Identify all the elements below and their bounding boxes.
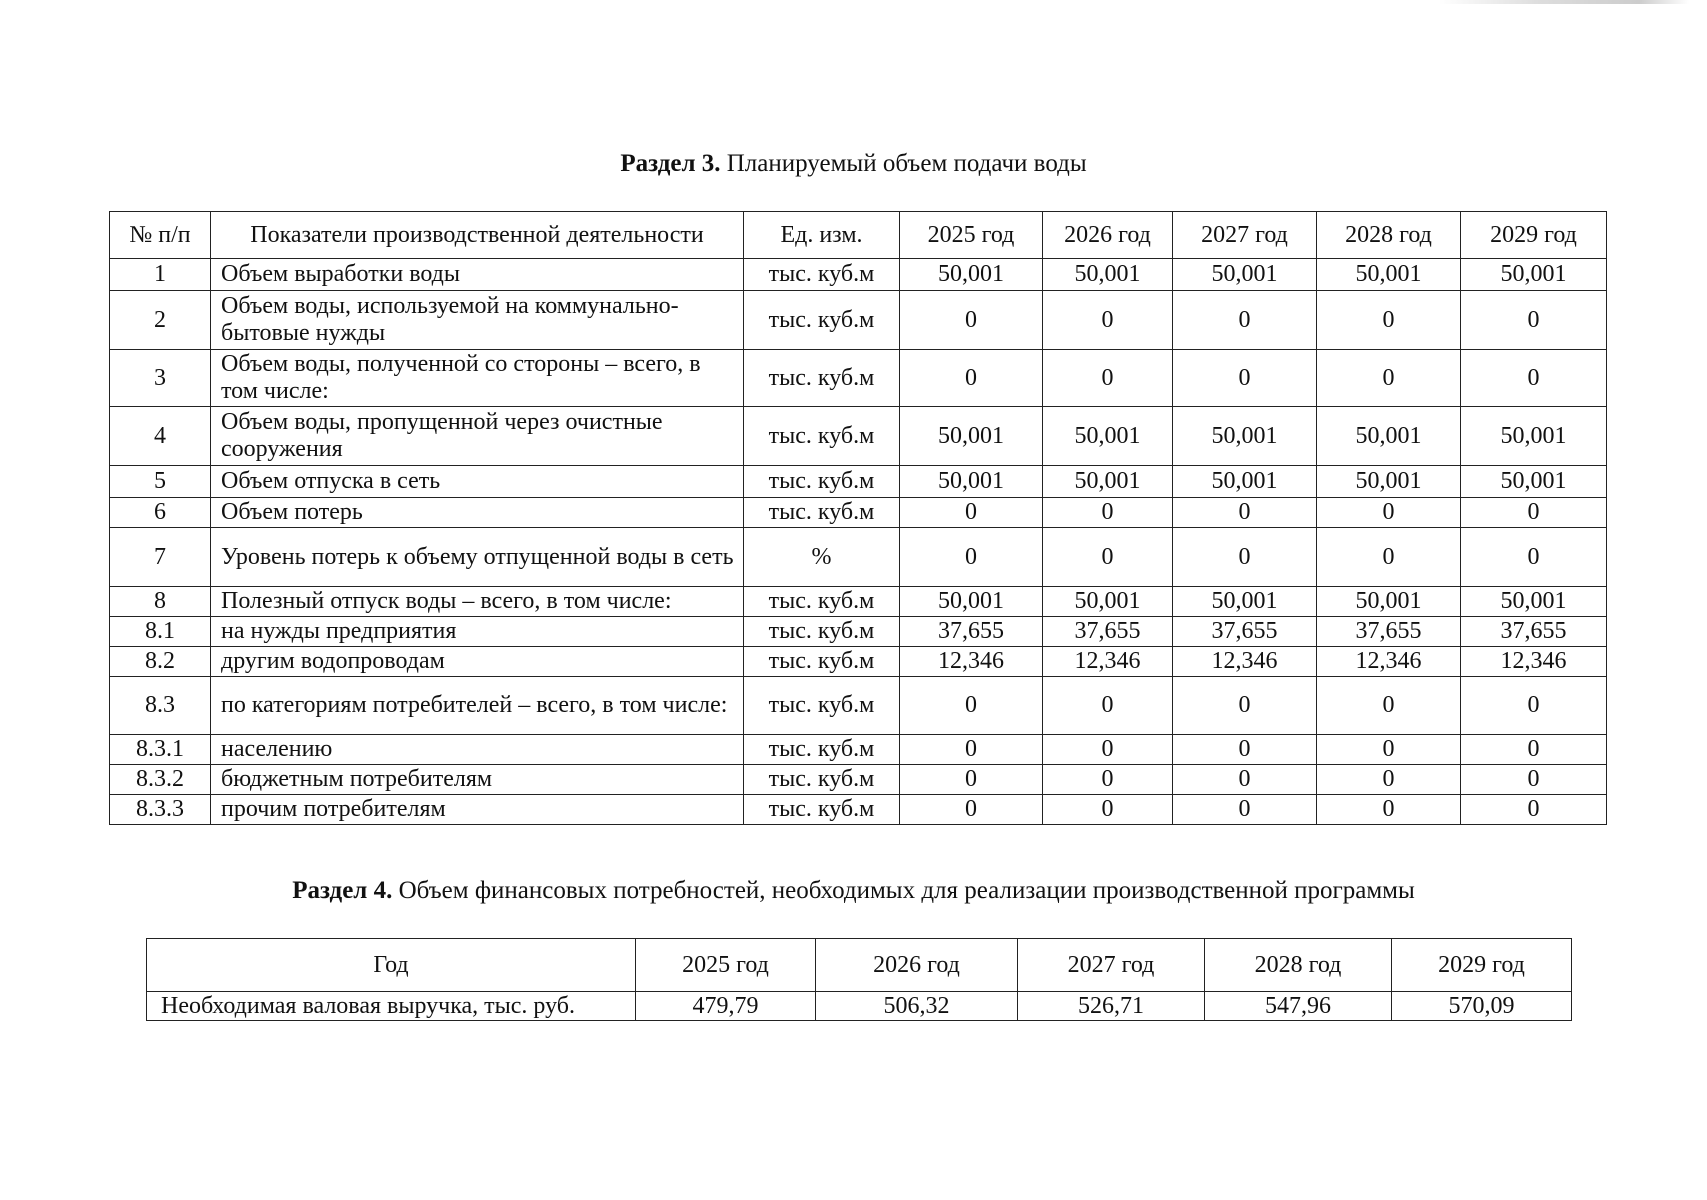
row-indicator: Полезный отпуск воды – всего, в том числе:	[211, 587, 744, 617]
value-2029: 50,001	[1461, 407, 1607, 466]
value-2028: 0	[1317, 498, 1461, 528]
value-2026: 0	[1043, 528, 1173, 587]
row-number: 8	[110, 587, 211, 617]
value-2026: 0	[1043, 498, 1173, 528]
value-2029: 37,655	[1461, 617, 1607, 647]
value-2026: 12,346	[1043, 647, 1173, 677]
value-2025: 0	[900, 528, 1043, 587]
row-unit: %	[744, 528, 900, 587]
financial-needs-table	[146, 938, 1572, 1021]
header-year: Год	[147, 939, 636, 992]
value-2026: 0	[1043, 291, 1173, 350]
row-indicator: прочим потребителям	[211, 795, 744, 825]
row-indicator: Объем воды, пропущенной через очистные сооружения	[211, 407, 744, 466]
value-2029: 570,09	[1392, 992, 1572, 1021]
row-unit: тыс. куб.м	[744, 617, 900, 647]
value-2027: 0	[1173, 291, 1317, 350]
value-2028: 0	[1317, 350, 1461, 407]
section4-heading	[0, 876, 1707, 906]
row-unit: тыс. куб.м	[744, 350, 900, 407]
row-number: 6	[110, 498, 211, 528]
value-2027: 0	[1173, 528, 1317, 587]
row-unit: тыс. куб.м	[744, 765, 900, 795]
row-number: 8.3.2	[110, 765, 211, 795]
value-2028: 547,96	[1205, 992, 1392, 1021]
value-2028: 0	[1317, 291, 1461, 350]
row-number: 7	[110, 528, 211, 587]
row-unit: тыс. куб.м	[744, 795, 900, 825]
header-2029: 2029 год	[1392, 939, 1572, 992]
value-2025: 50,001	[900, 407, 1043, 466]
value-2026: 50,001	[1043, 407, 1173, 466]
row-unit: тыс. куб.м	[744, 677, 900, 735]
value-2025: 0	[900, 677, 1043, 735]
header-2029: 2029 год	[1461, 212, 1607, 259]
value-2027: 526,71	[1018, 992, 1205, 1021]
value-2026: 506,32	[816, 992, 1018, 1021]
row-indicator: другим водопроводам	[211, 647, 744, 677]
row-indicator: бюджетным потребителям	[211, 765, 744, 795]
value-2025: 37,655	[900, 617, 1043, 647]
section3-title-text: Планируемый объем подачи воды	[720, 150, 1087, 177]
table-row	[110, 528, 1607, 587]
value-2028: 0	[1317, 735, 1461, 765]
value-2029: 0	[1461, 677, 1607, 735]
table-row	[110, 350, 1607, 407]
value-2028: 0	[1317, 795, 1461, 825]
value-2029: 0	[1461, 498, 1607, 528]
row-number: 4	[110, 407, 211, 466]
value-2026: 50,001	[1043, 259, 1173, 291]
row-unit: тыс. куб.м	[744, 498, 900, 528]
value-2029: 0	[1461, 735, 1607, 765]
value-2025: 0	[900, 765, 1043, 795]
value-2028: 12,346	[1317, 647, 1461, 677]
row-unit: тыс. куб.м	[744, 407, 900, 466]
value-2025: 0	[900, 350, 1043, 407]
row-number: 1	[110, 259, 211, 291]
value-2026: 0	[1043, 765, 1173, 795]
value-2025: 0	[900, 735, 1043, 765]
value-2029: 0	[1461, 528, 1607, 587]
value-2028: 37,655	[1317, 617, 1461, 647]
row-indicator: Уровень потерь к объему отпущенной воды в сеть	[211, 528, 744, 587]
value-2029: 50,001	[1461, 587, 1607, 617]
row-number: 5	[110, 466, 211, 498]
value-2028: 50,001	[1317, 587, 1461, 617]
value-2027: 0	[1173, 350, 1317, 407]
header-2025: 2025 год	[900, 212, 1043, 259]
value-2026: 50,001	[1043, 466, 1173, 498]
value-2025: 50,001	[900, 587, 1043, 617]
table-row	[110, 587, 1607, 617]
value-2027: 0	[1173, 765, 1317, 795]
table-row	[110, 466, 1607, 498]
row-indicator: Объем потерь	[211, 498, 744, 528]
section4-title-text: Объем финансовых потребностей, необходимых для реализации производственной программы	[392, 877, 1415, 904]
value-2025: 0	[900, 291, 1043, 350]
value-2026: 0	[1043, 795, 1173, 825]
value-2027: 0	[1173, 498, 1317, 528]
row-indicator: Объем воды, полученной со стороны – всего, в том числе:	[211, 350, 744, 407]
value-2026: 37,655	[1043, 617, 1173, 647]
row-number: 8.3.1	[110, 735, 211, 765]
value-2029: 50,001	[1461, 259, 1607, 291]
row-unit: тыс. куб.м	[744, 259, 900, 291]
table-row	[110, 407, 1607, 466]
value-2027: 50,001	[1173, 466, 1317, 498]
row-number: 8.1	[110, 617, 211, 647]
value-2026: 0	[1043, 350, 1173, 407]
section3-title-bold: Раздел 3.	[620, 150, 721, 177]
row-unit: тыс. куб.м	[744, 587, 900, 617]
value-2028: 0	[1317, 765, 1461, 795]
value-2025: 0	[900, 795, 1043, 825]
value-2026: 0	[1043, 735, 1173, 765]
value-2029: 50,001	[1461, 466, 1607, 498]
value-2027: 0	[1173, 795, 1317, 825]
scan-artifact	[1439, 0, 1689, 4]
value-2026: 50,001	[1043, 587, 1173, 617]
table-header-row	[110, 212, 1607, 259]
value-2029: 0	[1461, 795, 1607, 825]
row-indicator: населению	[211, 735, 744, 765]
row-number: 2	[110, 291, 211, 350]
table-row	[110, 765, 1607, 795]
row-indicator: Необходимая валовая выручка, тыс. руб.	[147, 992, 636, 1021]
header-2025: 2025 год	[636, 939, 816, 992]
header-2026: 2026 год	[816, 939, 1018, 992]
row-indicator: Объем отпуска в сеть	[211, 466, 744, 498]
table-row	[110, 735, 1607, 765]
header-2028: 2028 год	[1317, 212, 1461, 259]
row-unit: тыс. куб.м	[744, 291, 900, 350]
value-2026: 0	[1043, 677, 1173, 735]
table-row	[110, 259, 1607, 291]
value-2027: 50,001	[1173, 587, 1317, 617]
table-row	[110, 677, 1607, 735]
header-2027: 2027 год	[1018, 939, 1205, 992]
value-2027: 37,655	[1173, 617, 1317, 647]
row-number: 8.2	[110, 647, 211, 677]
table-row	[110, 647, 1607, 677]
value-2027: 12,346	[1173, 647, 1317, 677]
table-header-row	[147, 939, 1572, 992]
table-row	[110, 795, 1607, 825]
value-2027: 50,001	[1173, 259, 1317, 291]
value-2029: 0	[1461, 350, 1607, 407]
table-row	[110, 617, 1607, 647]
value-2025: 0	[900, 498, 1043, 528]
value-2028: 0	[1317, 677, 1461, 735]
table-row	[110, 498, 1607, 528]
row-indicator: Объем выработки воды	[211, 259, 744, 291]
row-unit: тыс. куб.м	[744, 466, 900, 498]
value-2027: 0	[1173, 677, 1317, 735]
row-indicator: по категориям потребителей – всего, в том числе:	[211, 677, 744, 735]
row-unit: тыс. куб.м	[744, 647, 900, 677]
header-2026: 2026 год	[1043, 212, 1173, 259]
value-2029: 0	[1461, 291, 1607, 350]
value-2029: 0	[1461, 765, 1607, 795]
value-2028: 0	[1317, 528, 1461, 587]
value-2028: 50,001	[1317, 407, 1461, 466]
table-row	[110, 291, 1607, 350]
value-2025: 50,001	[900, 259, 1043, 291]
value-2028: 50,001	[1317, 259, 1461, 291]
row-number: 8.3	[110, 677, 211, 735]
row-unit: тыс. куб.м	[744, 735, 900, 765]
value-2025: 479,79	[636, 992, 816, 1021]
value-2025: 12,346	[900, 647, 1043, 677]
header-2027: 2027 год	[1173, 212, 1317, 259]
water-supply-table	[109, 211, 1607, 825]
header-num: № п/п	[110, 212, 211, 259]
value-2025: 50,001	[900, 466, 1043, 498]
row-number: 8.3.3	[110, 795, 211, 825]
row-number: 3	[110, 350, 211, 407]
header-indicator: Показатели производственной деятельности	[211, 212, 744, 259]
section4-title-bold: Раздел 4.	[292, 877, 393, 904]
header-2028: 2028 год	[1205, 939, 1392, 992]
value-2029: 12,346	[1461, 647, 1607, 677]
table-row	[147, 992, 1572, 1021]
value-2027: 50,001	[1173, 407, 1317, 466]
value-2028: 50,001	[1317, 466, 1461, 498]
section3-heading	[0, 149, 1707, 179]
row-indicator: на нужды предприятия	[211, 617, 744, 647]
value-2027: 0	[1173, 735, 1317, 765]
row-indicator: Объем воды, используемой на коммунально-бытовые нужды	[211, 291, 744, 350]
header-unit: Ед. изм.	[744, 212, 900, 259]
